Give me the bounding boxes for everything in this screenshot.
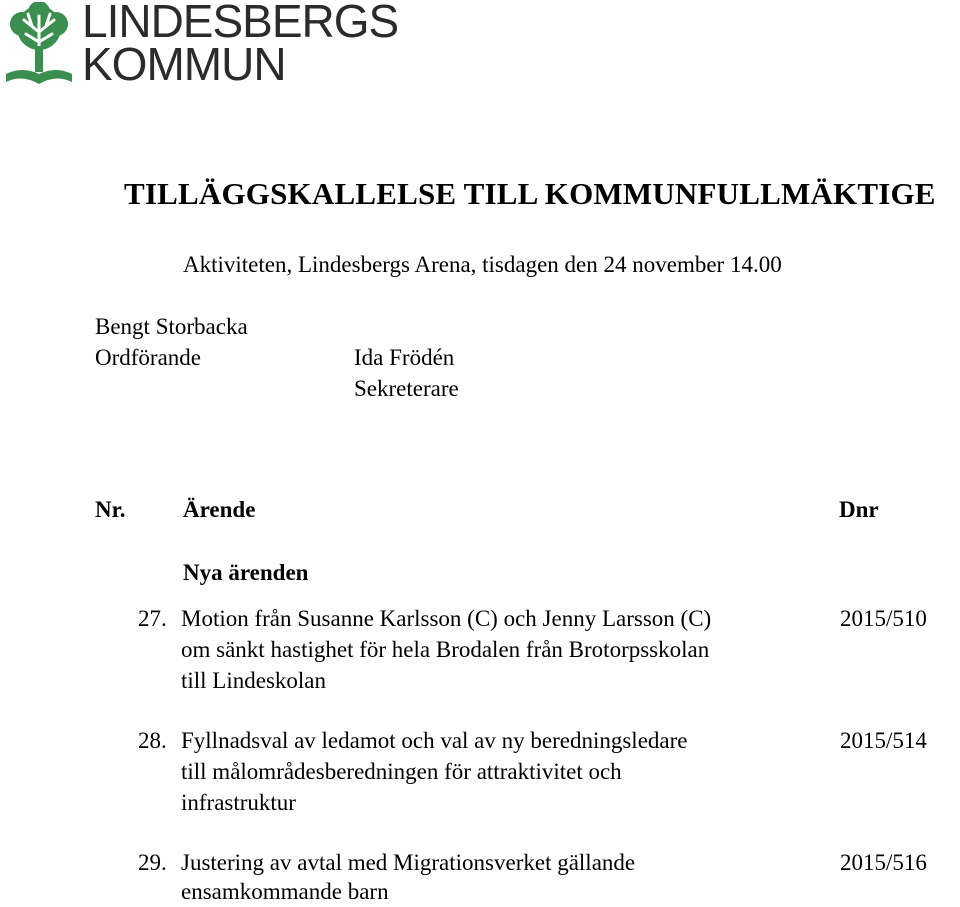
item-dnr: 2015/514 <box>840 728 927 753</box>
item-text-line: ensamkommande barn <box>181 879 389 904</box>
item-dnr: 2015/516 <box>840 850 927 875</box>
meeting-info: Aktiviteten, Lindesbergs Arena, tisdagen den 24 november 14.00 <box>183 252 782 277</box>
item-text-line: Motion från Susanne Karlsson (C) och Jenny Larsson (C) <box>181 606 712 631</box>
secretary-role: Sekreterare <box>354 376 459 401</box>
section-title: Nya ärenden <box>183 560 309 585</box>
secretary-name: Ida Frödén <box>354 345 455 370</box>
logo-line-1: LINDESBERGS <box>82 0 399 47</box>
item-text-line: Fyllnadsval av ledamot och val av ny beredningsledare <box>181 728 688 753</box>
item-text-line: till Lindeskolan <box>181 668 327 693</box>
item-number: 29. <box>138 850 167 875</box>
tree-emblem-icon <box>2 2 76 92</box>
item-text-line: om sänkt hastighet för hela Brodalen från Brotorpsskolan <box>181 637 710 662</box>
logo-line-2: KOMMUN <box>82 38 286 90</box>
header-dnr: Dnr <box>839 497 879 522</box>
item-text-line: infrastruktur <box>181 790 296 815</box>
item-text-line: till målområdesberedningen för attraktivitet och <box>181 759 622 784</box>
item-dnr: 2015/510 <box>840 606 927 631</box>
chair-role: Ordförande <box>95 345 202 370</box>
item-number: 28. <box>138 728 167 753</box>
item-text-line: Justering av avtal med Migrationsverket gällande <box>181 850 636 875</box>
chair-name: Bengt Storbacka <box>95 314 248 339</box>
document-title: TILLÄGGSKALLELSE TILL KOMMUNFULLMÄKTIGE <box>124 176 936 211</box>
header-arende: Ärende <box>183 497 256 522</box>
item-number: 27. <box>138 606 167 631</box>
header-nr: Nr. <box>95 497 126 522</box>
municipality-logo <box>0 0 420 95</box>
